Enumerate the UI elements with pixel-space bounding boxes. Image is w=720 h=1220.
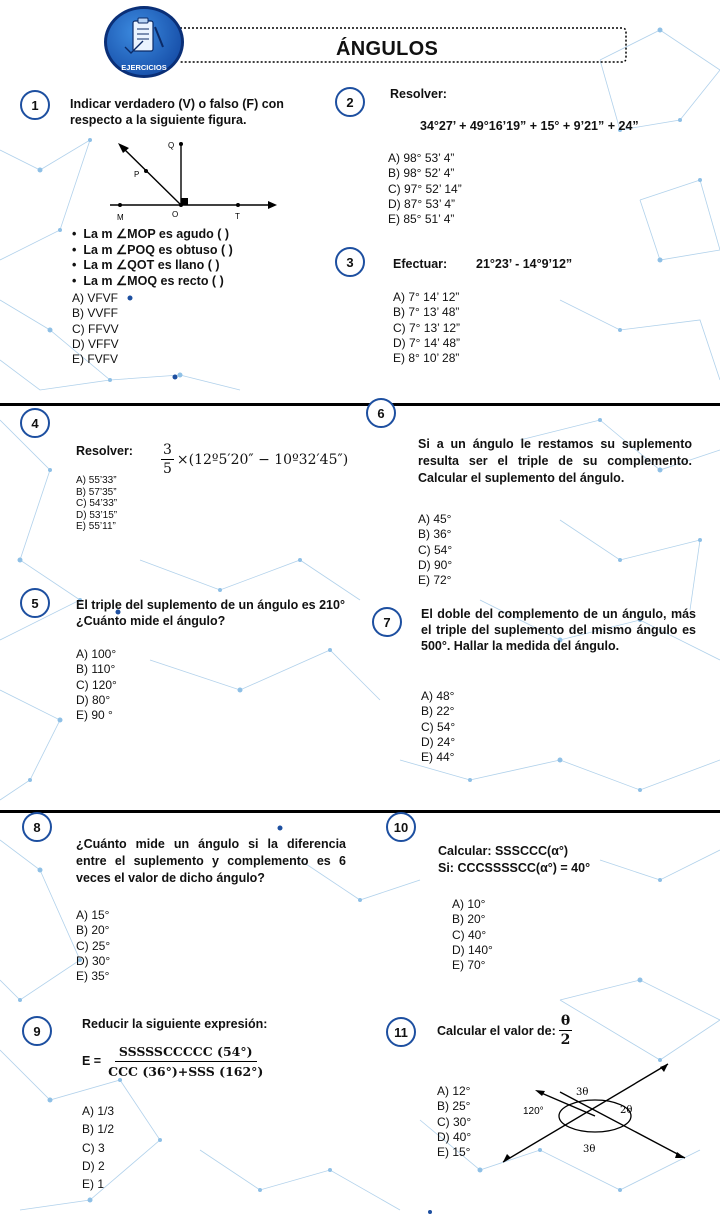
answer-options: [437, 1084, 471, 1160]
problem-question: Reducir la siguiente expresión:: [82, 1017, 268, 1031]
answer-option[interactable]: D) VFFV: [72, 336, 119, 351]
statement-item: • La m ∠POQ es obtuso ( ): [72, 242, 233, 257]
fraction: [559, 1013, 572, 1048]
problem-number: 8: [33, 819, 41, 835]
exercises-logo: [104, 6, 184, 78]
problem-question: Calcular el valor de:: [437, 1023, 556, 1038]
answer-option[interactable]: B) 1/2: [82, 1122, 115, 1137]
problem-expression: [82, 1044, 266, 1079]
fraction-denominator: CCC (36°)+SSS (162°): [108, 1064, 264, 1079]
answer-option[interactable]: A) 15°: [76, 908, 110, 922]
answer-option[interactable]: A) 48°: [421, 689, 455, 703]
problem-line: Calcular: SSSCCC(α°): [438, 844, 569, 858]
clipboard-icon: [119, 17, 171, 59]
problem-question: Si a un ángulo le restamos su suplemento resulta ser el triple de su complemento. Calcular el suplemento del ángulo.: [418, 437, 692, 485]
answer-option[interactable]: C) 54°: [418, 542, 453, 557]
answer-options: [388, 151, 462, 227]
problem-number-badge: [20, 588, 50, 618]
statement-item: • La m ∠QOT es llano ( ): [72, 258, 220, 272]
answer-option[interactable]: A) 10°: [452, 897, 486, 911]
answer-options: [76, 475, 117, 533]
angle-label-right: 2θ: [620, 1105, 633, 1116]
statement-text: La m ∠MOP es agudo ( ): [83, 227, 230, 241]
statement-item: • La m ∠MOP es agudo ( ): [72, 227, 230, 241]
angle-figure: [100, 135, 280, 230]
figure-label-p: P: [134, 170, 140, 179]
problem-number: 7: [383, 614, 391, 630]
statement-text: La m ∠MOQ es recto ( ): [83, 273, 224, 288]
problem-number: 5: [31, 595, 39, 611]
angle-label-left: 120°: [523, 1106, 544, 1117]
answer-option[interactable]: D) 53’15”: [76, 509, 118, 521]
answer-option[interactable]: D) 30°: [76, 953, 111, 968]
expression-text: ×(12º5′20″ − 10º32′45″): [176, 451, 349, 468]
answer-option[interactable]: C) 7° 13’ 12”: [393, 320, 461, 335]
problem-number: 6: [377, 405, 385, 421]
fraction: [108, 1044, 263, 1079]
figure-label-t: T: [235, 212, 240, 221]
answer-option[interactable]: B) 36°: [418, 527, 452, 542]
problem-expression: [158, 442, 348, 477]
page-title: ÁNGULOS: [336, 38, 439, 60]
answer-option[interactable]: B) VVFF: [72, 306, 119, 321]
problem-label: Efectuar:: [393, 257, 448, 271]
answer-option[interactable]: D) 87° 53’ 4”: [388, 196, 456, 211]
problem-number-badge: [20, 408, 50, 438]
problem-number: 10: [393, 819, 409, 835]
answer-option[interactable]: B) 7° 13’ 48”: [393, 305, 460, 320]
answer-option[interactable]: D) 24°: [421, 734, 456, 749]
answer-options: [76, 647, 117, 723]
answer-options: [418, 512, 452, 588]
answer-option[interactable]: C) 3: [82, 1140, 105, 1155]
answer-option[interactable]: B) 57’35”: [76, 486, 117, 498]
figure-label-m: M: [117, 213, 124, 222]
answer-option[interactable]: E) 15°: [437, 1145, 471, 1160]
statement-list: [72, 227, 233, 289]
problem-question-row: [437, 1013, 575, 1048]
answer-option[interactable]: D) 7° 14’ 48”: [393, 335, 461, 350]
fraction-numerator: SSSSSCCCCC (54°): [115, 1044, 257, 1062]
answer-options: [72, 291, 119, 367]
answer-option[interactable]: D) 2: [82, 1158, 105, 1173]
answer-option[interactable]: C) 40°: [452, 927, 487, 942]
problem-number: 3: [346, 254, 354, 270]
fraction: [161, 442, 174, 477]
problem-number-badge: [386, 1017, 416, 1047]
answer-option[interactable]: B) 22°: [421, 704, 455, 719]
statement-item: • La m ∠MOQ es recto ( ): [72, 273, 224, 288]
answer-option[interactable]: C) 30°: [437, 1114, 472, 1129]
expression-label: E =: [82, 1053, 102, 1068]
answer-option[interactable]: C) FFVV: [72, 321, 119, 336]
problem-number: 9: [33, 1023, 41, 1039]
problem-number-badge: [20, 90, 50, 120]
answer-option[interactable]: D) 90°: [418, 557, 453, 572]
answer-option[interactable]: C) 54’33”: [76, 498, 118, 510]
problem-number: 4: [31, 415, 39, 431]
answer-option[interactable]: C) 25°: [76, 938, 111, 953]
problem-number-badge: [335, 87, 365, 117]
statement-text: La m ∠POQ es obtuso ( ): [83, 242, 233, 257]
answer-options: [82, 1104, 114, 1192]
problem-label: Resolver:: [76, 444, 133, 458]
problem-number-badge: [335, 247, 365, 277]
answer-option[interactable]: E) 55’11”: [76, 521, 116, 533]
answer-option[interactable]: E) 90 °: [76, 708, 113, 723]
answer-option[interactable]: B) 25°: [437, 1099, 471, 1114]
problem-number: 1: [31, 97, 39, 113]
answer-option[interactable]: B) 20°: [76, 923, 110, 938]
problem-number: 2: [346, 94, 354, 110]
answer-option[interactable]: E) 8° 10’ 28”: [393, 351, 460, 366]
section-divider: [0, 810, 720, 813]
answer-options: [76, 908, 110, 984]
answer-options: [452, 897, 493, 973]
answer-option[interactable]: A) VFVF: [72, 291, 119, 305]
fraction-numerator: 3: [163, 442, 172, 458]
problem-number-badge: [22, 1016, 52, 1046]
answer-option[interactable]: E) 72°: [418, 573, 452, 588]
answer-option[interactable]: E) FVFV: [72, 352, 119, 367]
answer-option[interactable]: E) 1: [82, 1177, 105, 1192]
answer-option[interactable]: A) 55’33”: [76, 475, 117, 486]
problem-number-badge: [386, 812, 416, 842]
angle-label-bottom: 3θ: [583, 1144, 596, 1155]
answer-option[interactable]: D) 80°: [76, 692, 111, 707]
figure-label-o: O: [172, 210, 179, 219]
answer-option[interactable]: C) 120°: [76, 677, 117, 692]
answer-option[interactable]: C) 97° 52’ 14”: [388, 181, 462, 196]
problem-number-badge: [372, 607, 402, 637]
answer-option[interactable]: B) 98° 52’ 4”: [388, 166, 455, 181]
answer-option[interactable]: A) 7° 14’ 12”: [393, 290, 460, 304]
answer-options: [393, 290, 460, 366]
answer-option[interactable]: A) 1/3: [82, 1104, 115, 1118]
problem-label: Resolver:: [390, 87, 447, 101]
answer-option[interactable]: E) 70°: [452, 958, 486, 973]
problem-number-badge: [22, 812, 52, 842]
section-divider: [0, 403, 720, 406]
problem-question: El triple del suplemento de un ángulo es 210° ¿Cuánto mide el ángulo?: [76, 598, 345, 628]
answer-option[interactable]: E) 85° 51’ 4”: [388, 212, 455, 227]
problem-number: 11: [394, 1024, 408, 1040]
answer-option[interactable]: E) 35°: [76, 969, 110, 984]
logo-text: EJERCICIOS: [121, 63, 167, 72]
answer-option[interactable]: D) 140°: [452, 942, 493, 957]
answer-option[interactable]: A) 12°: [437, 1084, 471, 1098]
intersecting-lines-figure: [495, 1058, 695, 1168]
problem-expression: 34°27’ + 49°16’19” + 15° + 9’21” + 24”: [420, 119, 639, 133]
angle-label-top: 3θ: [576, 1087, 589, 1098]
figure-label-q: Q: [168, 141, 175, 150]
problem-line: Si: CCCSSSSCC(α°) = 40°: [438, 861, 591, 875]
answer-option[interactable]: B) 110°: [76, 662, 116, 677]
answer-option[interactable]: B) 20°: [452, 912, 486, 927]
answer-option[interactable]: D) 40°: [437, 1129, 472, 1144]
problem-question: Indicar verdadero (V) o falso (F) con respecto a la siguiente figura.: [70, 97, 284, 127]
answer-option[interactable]: E) 44°: [421, 750, 455, 765]
problem-expression: 21°23’ - 14°9’12”: [476, 257, 573, 271]
answer-options: [421, 689, 455, 765]
answer-option[interactable]: A) 100°: [76, 647, 117, 661]
statement-text: La m ∠QOT es llano ( ): [83, 258, 220, 272]
problem-question: El doble del complemento de un ángulo, más el triple del suplemento del mismo ángulo es 500°. Hallar la medida del ángulo.: [421, 607, 696, 653]
fraction-denominator: 2: [560, 1032, 571, 1048]
fraction-numerator: θ: [560, 1013, 571, 1029]
problem-question: ¿Cuánto mide un ángulo si la diferencia entre el suplemento y complemento es 6 veces el valor de dicho ángulo?: [76, 837, 346, 885]
answer-option[interactable]: C) 54°: [421, 719, 456, 734]
fraction-denominator: 5: [163, 461, 172, 477]
problem-number-badge: [366, 398, 396, 428]
answer-option[interactable]: A) 45°: [418, 512, 452, 526]
answer-option[interactable]: A) 98° 53’ 4”: [388, 151, 455, 165]
